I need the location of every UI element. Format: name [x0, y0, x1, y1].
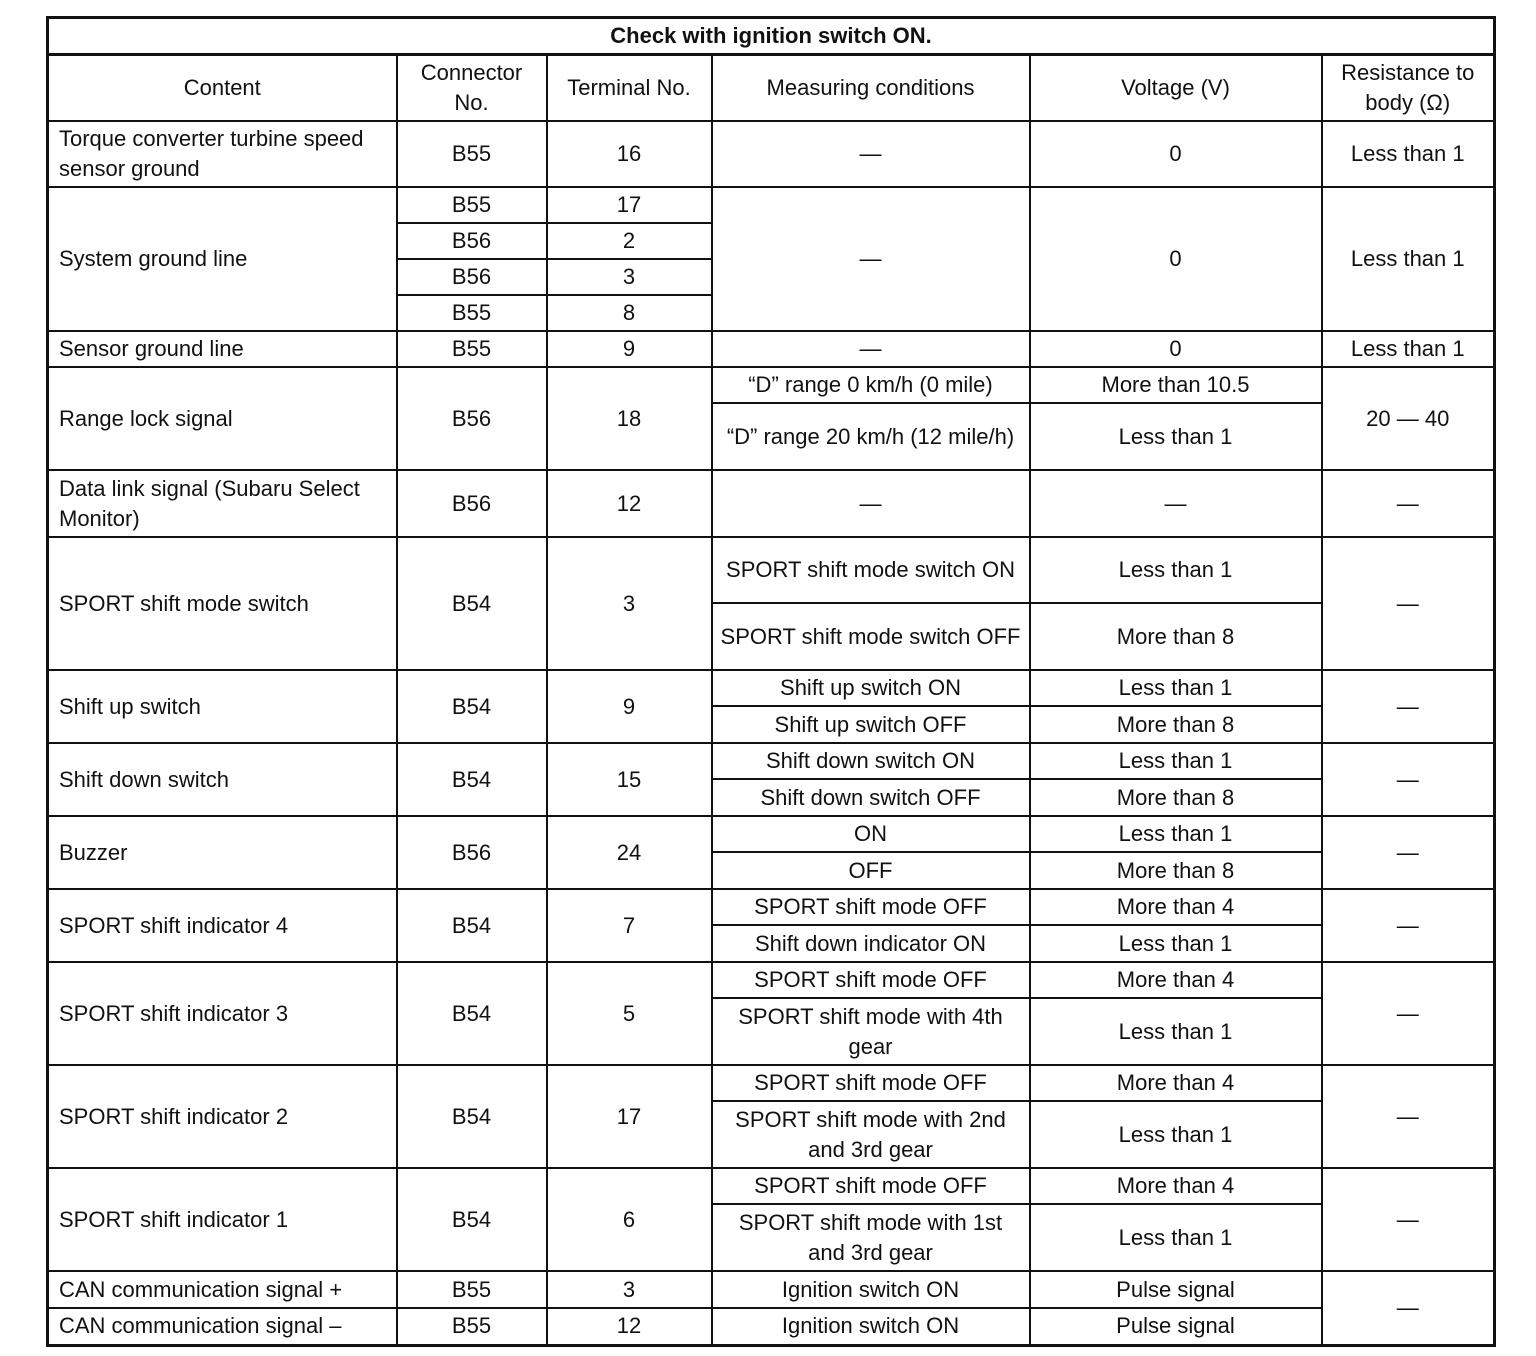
terminal-cell: 15: [547, 743, 712, 816]
header-measuring-conditions: Measuring conditions: [712, 55, 1030, 122]
measuring-cell: SPORT shift mode with 4th gear: [712, 998, 1030, 1065]
content-cell: SPORT shift indicator 2: [48, 1065, 397, 1168]
voltage-cell: Less than 1: [1030, 925, 1322, 962]
content-cell: CAN communication signal +: [48, 1271, 397, 1308]
content-cell: SPORT shift indicator 1: [48, 1168, 397, 1271]
header-terminal: Terminal No.: [547, 55, 712, 122]
measuring-cell: Shift up switch OFF: [712, 706, 1030, 743]
voltage-cell: Less than 1: [1030, 537, 1322, 603]
connector-cell: B55: [397, 1271, 547, 1308]
voltage-cell: More than 8: [1030, 603, 1322, 670]
measuring-cell: —: [712, 470, 1030, 537]
terminal-cell: 12: [547, 470, 712, 537]
terminal-cell: 3: [547, 1271, 712, 1308]
voltage-cell: 0: [1030, 331, 1322, 367]
terminal-cell: 9: [547, 670, 712, 743]
table-row: [48, 1065, 1495, 1101]
content-cell: Shift down switch: [48, 743, 397, 816]
measuring-cell: SPORT shift mode OFF: [712, 1168, 1030, 1204]
content-cell: Sensor ground line: [48, 331, 397, 367]
voltage-cell: Less than 1: [1030, 403, 1322, 470]
resistance-cell: Less than 1: [1322, 331, 1495, 367]
resistance-cell: —: [1322, 743, 1495, 816]
content-cell: Data link signal (Subaru Select Monitor): [48, 470, 397, 537]
voltage-cell: Pulse signal: [1030, 1271, 1322, 1308]
voltage-cell: More than 10.5: [1030, 367, 1322, 403]
voltage-cell: Less than 1: [1030, 743, 1322, 779]
measuring-cell: “D” range 0 km/h (0 mile): [712, 367, 1030, 403]
measuring-cell: Shift down indicator ON: [712, 925, 1030, 962]
measuring-cell: ON: [712, 816, 1030, 852]
voltage-cell: 0: [1030, 121, 1322, 187]
measuring-cell: —: [712, 331, 1030, 367]
table-row: [48, 816, 1495, 852]
resistance-cell: —: [1322, 962, 1495, 1065]
header-row: [48, 55, 1495, 122]
table-row: [48, 187, 1495, 223]
voltage-cell: Less than 1: [1030, 998, 1322, 1065]
connector-cell: B54: [397, 962, 547, 1065]
connector-cell: B54: [397, 1168, 547, 1271]
content-cell: CAN communication signal –: [48, 1308, 397, 1345]
connector-cell: B55: [397, 331, 547, 367]
measuring-cell: OFF: [712, 852, 1030, 889]
connector-cell: B56: [397, 470, 547, 537]
terminal-cell: 24: [547, 816, 712, 889]
terminal-cell: 3: [547, 537, 712, 670]
terminal-cell: 12: [547, 1308, 712, 1345]
table-row: [48, 331, 1495, 367]
terminal-cell: 8: [547, 295, 712, 331]
resistance-cell: Less than 1: [1322, 121, 1495, 187]
terminal-cell: 7: [547, 889, 712, 962]
terminal-cell: 16: [547, 121, 712, 187]
table-row: [48, 121, 1495, 187]
connector-cell: B54: [397, 743, 547, 816]
voltage-cell: More than 8: [1030, 706, 1322, 743]
measuring-cell: —: [712, 187, 1030, 331]
content-cell: Buzzer: [48, 816, 397, 889]
connector-cell: B55: [397, 121, 547, 187]
voltage-cell: Less than 1: [1030, 670, 1322, 706]
measuring-cell: Shift down switch ON: [712, 743, 1030, 779]
connector-cell: B56: [397, 259, 547, 295]
voltage-cell: —: [1030, 470, 1322, 537]
voltage-cell: More than 4: [1030, 1168, 1322, 1204]
terminal-cell: 9: [547, 331, 712, 367]
voltage-cell: Less than 1: [1030, 816, 1322, 852]
table-row: [48, 367, 1495, 403]
measuring-cell: Ignition switch ON: [712, 1271, 1030, 1308]
connector-cell: B55: [397, 295, 547, 331]
header-content: Content: [48, 55, 397, 122]
connector-cell: B55: [397, 1308, 547, 1345]
voltage-cell: More than 4: [1030, 889, 1322, 925]
connector-cell: B56: [397, 367, 547, 470]
header-voltage: Voltage (V): [1030, 55, 1322, 122]
connector-cell: B56: [397, 223, 547, 259]
measuring-cell: SPORT shift mode OFF: [712, 962, 1030, 998]
content-cell: SPORT shift indicator 4: [48, 889, 397, 962]
header-resistance: Resistance to body (Ω): [1322, 55, 1495, 122]
connector-cell: B55: [397, 187, 547, 223]
table-row: [48, 962, 1495, 998]
connector-cell: B54: [397, 1065, 547, 1168]
resistance-cell: —: [1322, 670, 1495, 743]
measuring-cell: SPORT shift mode with 2nd and 3rd gear: [712, 1101, 1030, 1168]
resistance-cell: —: [1322, 1168, 1495, 1271]
table-row: [48, 670, 1495, 706]
connector-cell: B54: [397, 670, 547, 743]
table-row: [48, 1308, 1495, 1345]
terminal-cell: 17: [547, 1065, 712, 1168]
resistance-cell: —: [1322, 1271, 1495, 1345]
connector-cell: B54: [397, 537, 547, 670]
voltage-cell: Pulse signal: [1030, 1308, 1322, 1345]
terminal-cell: 18: [547, 367, 712, 470]
voltage-cell: More than 8: [1030, 779, 1322, 816]
content-cell: SPORT shift indicator 3: [48, 962, 397, 1065]
measuring-cell: —: [712, 121, 1030, 187]
content-cell: SPORT shift mode switch: [48, 537, 397, 670]
terminal-cell: 5: [547, 962, 712, 1065]
voltage-cell: 0: [1030, 187, 1322, 331]
content-cell: System ground line: [48, 187, 397, 331]
table-row: [48, 889, 1495, 925]
table-row: [48, 743, 1495, 779]
resistance-cell: —: [1322, 889, 1495, 962]
table-row: [48, 1168, 1495, 1204]
header-connector: Connector No.: [397, 55, 547, 122]
measuring-cell: “D” range 20 km/h (12 mile/h): [712, 403, 1030, 470]
resistance-cell: —: [1322, 470, 1495, 537]
measuring-cell: SPORT shift mode OFF: [712, 1065, 1030, 1101]
content-cell: Shift up switch: [48, 670, 397, 743]
measuring-cell: Ignition switch ON: [712, 1308, 1030, 1345]
measuring-cell: SPORT shift mode OFF: [712, 889, 1030, 925]
resistance-cell: 20 — 40: [1322, 367, 1495, 470]
resistance-cell: Less than 1: [1322, 187, 1495, 331]
content-cell: Range lock signal: [48, 367, 397, 470]
voltage-cell: Less than 1: [1030, 1101, 1322, 1168]
voltage-cell: More than 4: [1030, 1065, 1322, 1101]
voltage-cell: More than 4: [1030, 962, 1322, 998]
terminal-cell: 2: [547, 223, 712, 259]
table-row: [48, 470, 1495, 537]
terminal-cell: 6: [547, 1168, 712, 1271]
measuring-cell: SPORT shift mode switch ON: [712, 537, 1030, 603]
terminal-cell: 17: [547, 187, 712, 223]
measuring-cell: SPORT shift mode switch OFF: [712, 603, 1030, 670]
resistance-cell: —: [1322, 537, 1495, 670]
voltage-cell: Less than 1: [1030, 1204, 1322, 1271]
table-title: Check with ignition switch ON.: [48, 18, 1495, 55]
terminal-check-table: [46, 16, 1496, 1347]
connector-cell: B54: [397, 889, 547, 962]
resistance-cell: —: [1322, 816, 1495, 889]
title-row: [48, 18, 1495, 55]
terminal-cell: 3: [547, 259, 712, 295]
voltage-cell: More than 8: [1030, 852, 1322, 889]
table-row: [48, 1271, 1495, 1308]
connector-cell: B56: [397, 816, 547, 889]
table-row: [48, 537, 1495, 603]
content-cell: Torque converter turbine speed sensor ground: [48, 121, 397, 187]
resistance-cell: —: [1322, 1065, 1495, 1168]
measuring-cell: Shift up switch ON: [712, 670, 1030, 706]
measuring-cell: SPORT shift mode with 1st and 3rd gear: [712, 1204, 1030, 1271]
measuring-cell: Shift down switch OFF: [712, 779, 1030, 816]
